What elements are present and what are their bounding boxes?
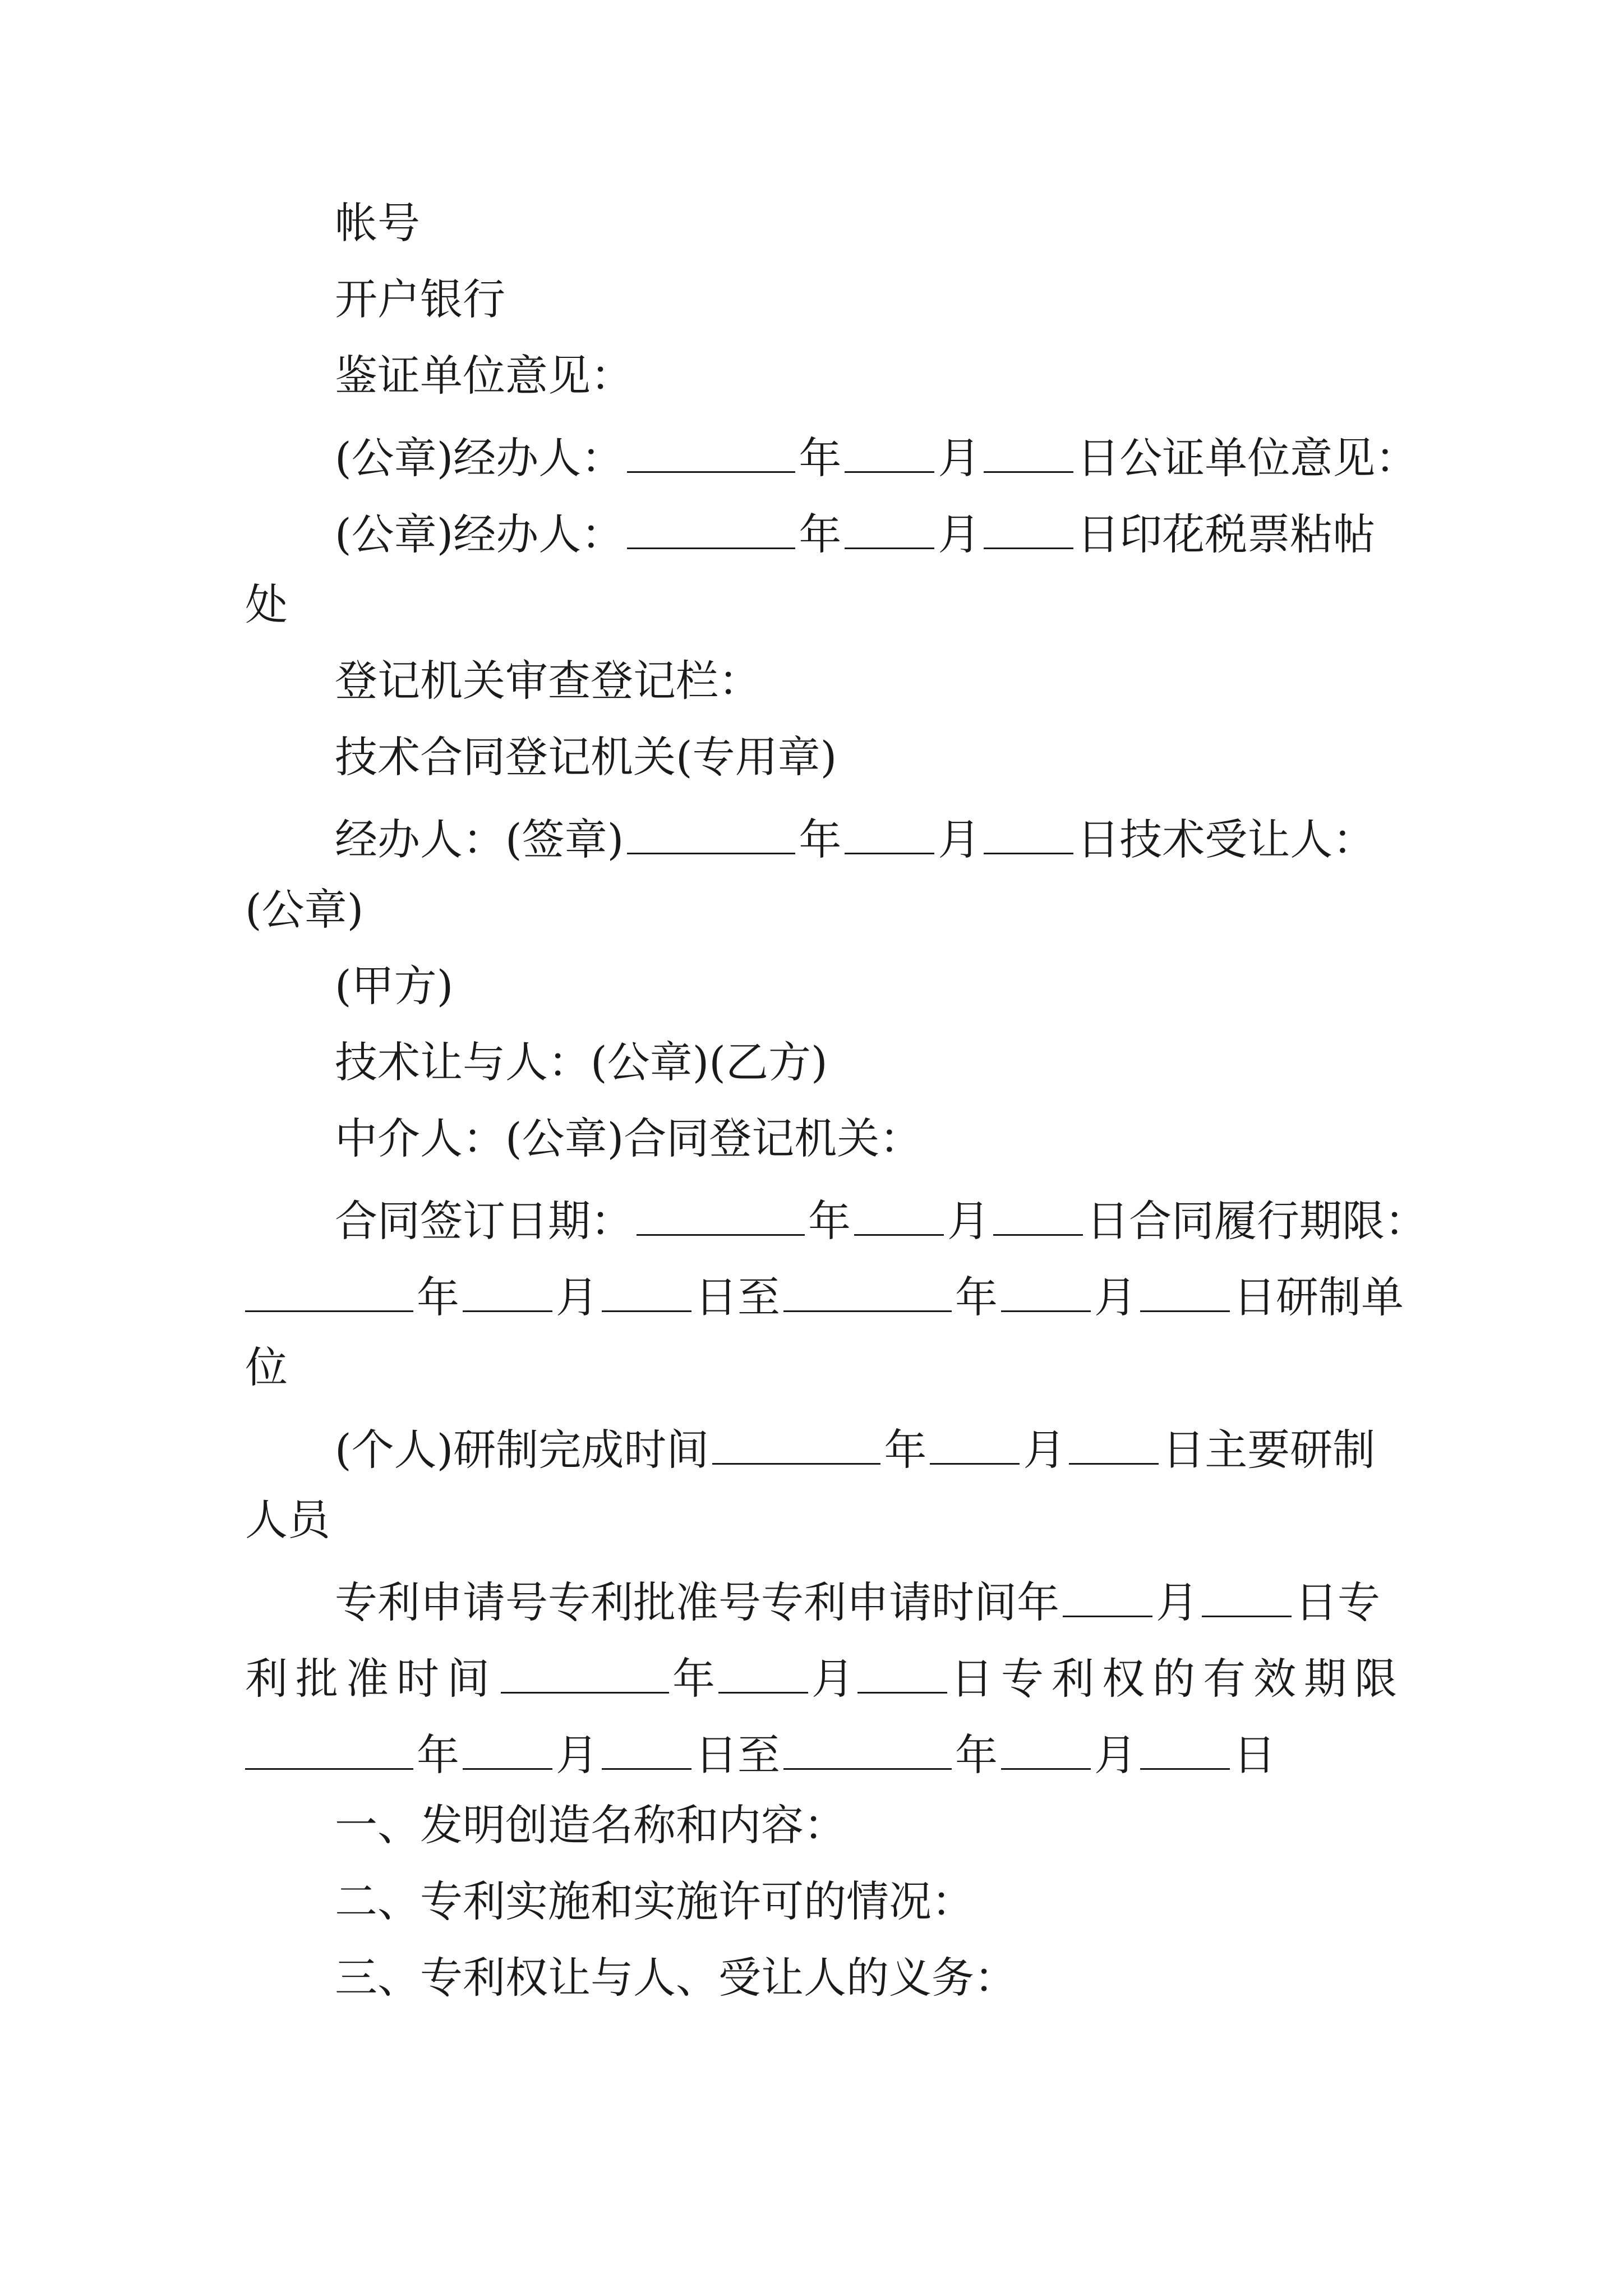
notary-opinion-label: 日公证单位意见： <box>1077 433 1418 484</box>
stamp-tax-continuation: 处 <box>245 579 288 629</box>
month-label: 月 <box>947 1196 990 1246</box>
day-to-label: 日至 <box>695 1730 780 1780</box>
main-developers-continuation: 人员 <box>245 1495 330 1545</box>
year-label: 年 <box>672 1654 715 1704</box>
year-label: 年 <box>417 1272 459 1323</box>
registration-signoff-line <box>335 812 1376 865</box>
year-blank <box>501 1651 669 1694</box>
approval-time-label: 利批准时间 <box>245 1654 497 1704</box>
developer-label: 日研制单 <box>1233 1272 1404 1323</box>
month-label: 月 <box>938 815 981 865</box>
transferor-line <box>335 1037 828 1087</box>
signing-date-label: 合同签订日期： <box>335 1196 633 1246</box>
appraisal-opinion-line <box>335 351 633 401</box>
day-blank <box>984 431 1073 473</box>
year-label: 年 <box>955 1272 998 1323</box>
section-1-line <box>335 1800 846 1850</box>
main-developers-label: 日主要研制 <box>1162 1425 1376 1475</box>
developer-continuation: 位 <box>245 1342 288 1392</box>
year-label: 年 <box>884 1425 927 1475</box>
month-label: 月 <box>811 1654 854 1704</box>
day-label: 日 <box>1233 1730 1276 1780</box>
day-blank <box>602 1728 691 1770</box>
party-a-line <box>335 961 454 1011</box>
day-to-label: 日至 <box>695 1272 780 1323</box>
month-blank <box>930 1423 1020 1465</box>
year-blank <box>627 812 795 854</box>
year-label: 年 <box>799 509 842 560</box>
year-label: 年 <box>799 815 842 865</box>
appraisal-opinion-label: 鉴证单位意见： <box>335 351 633 401</box>
day-blank <box>1140 1270 1230 1312</box>
year-blank <box>627 507 795 549</box>
month-label: 月 <box>556 1272 598 1323</box>
registration-review-label: 登记机关审查登记栏： <box>335 656 761 706</box>
month-label: 月 <box>1094 1272 1137 1323</box>
patent-approval-line <box>245 1651 1405 1704</box>
year-blank <box>783 1728 952 1770</box>
year-blank <box>712 1423 880 1465</box>
month-blank <box>845 812 934 854</box>
year-label: 年 <box>799 433 842 484</box>
year-label: 年 <box>955 1730 998 1780</box>
account-number-label: 帐号 <box>335 198 420 248</box>
patent-application-label: 专利申请号专利批准号专利申请时间年 <box>335 1577 1059 1628</box>
stamp-tax-label: 日印花税票粘帖 <box>1077 509 1376 560</box>
year-blank <box>637 1194 805 1236</box>
month-blank <box>1001 1728 1091 1770</box>
section-2-line <box>335 1876 974 1926</box>
day-blank <box>984 812 1073 854</box>
registration-authority-line <box>335 732 837 782</box>
transferee-label: 日技术受让人： <box>1077 815 1376 865</box>
appraisal-signoff-line <box>335 431 1418 484</box>
completion-time-line <box>335 1423 1376 1475</box>
performance-period-label: 日合同履行期限： <box>1086 1196 1427 1246</box>
month-label: 月 <box>556 1730 598 1780</box>
month-label: 月 <box>1023 1425 1066 1475</box>
month-blank <box>718 1651 808 1694</box>
section-2-heading: 二、专利实施和实施许可的情况： <box>335 1876 974 1926</box>
month-label: 月 <box>938 433 981 484</box>
day-blank <box>1140 1728 1230 1770</box>
transferee-seal-line <box>245 885 364 935</box>
year-label: 年 <box>808 1196 851 1246</box>
day-blank <box>857 1651 947 1694</box>
section-1-heading: 一、发明创造名称和内容： <box>335 1800 846 1850</box>
transferor-label: 技术让与人：(公章)(乙方) <box>335 1037 828 1087</box>
month-label: 月 <box>1156 1577 1198 1628</box>
month-blank <box>1001 1270 1091 1312</box>
signing-date-line <box>335 1194 1427 1246</box>
party-a-label: (甲方) <box>335 961 454 1011</box>
developer-continuation-line <box>245 1342 288 1392</box>
section-3-heading: 三、专利权让与人、受让人的义务： <box>335 1953 1017 2003</box>
bank-line <box>335 274 505 324</box>
account-number-line <box>335 198 420 248</box>
day-blank <box>1202 1575 1292 1617</box>
month-blank <box>463 1728 552 1770</box>
stamp-tax-continuation-line <box>245 579 288 629</box>
intermediary-label: 中介人：(公章)合同登记机关： <box>335 1114 923 1163</box>
month-label: 月 <box>938 509 981 560</box>
day-blank <box>602 1270 691 1312</box>
performance-period-line <box>245 1270 1404 1323</box>
year-blank <box>783 1270 952 1312</box>
completion-time-label: (个人)研制完成时间 <box>335 1425 709 1475</box>
month-blank <box>1063 1575 1152 1617</box>
seal-handler-label: (公章)经办人： <box>335 433 624 484</box>
day-blank <box>984 507 1073 549</box>
month-blank <box>463 1270 552 1312</box>
year-blank <box>245 1270 413 1312</box>
month-blank <box>854 1194 944 1236</box>
notary-signoff-line <box>335 507 1376 560</box>
validity-period-label: 日专利权的有效期限 <box>951 1654 1405 1704</box>
registration-authority-label: 技术合同登记机关(专用章) <box>335 732 837 782</box>
intermediary-line <box>335 1114 923 1163</box>
year-blank <box>627 431 795 473</box>
handler-signature-label: 经办人：(签章) <box>335 815 624 865</box>
year-blank <box>245 1728 413 1770</box>
year-label: 年 <box>417 1730 459 1780</box>
month-blank <box>845 431 934 473</box>
main-developers-continuation-line <box>245 1495 330 1545</box>
registration-review-line <box>335 656 761 706</box>
section-3-line <box>335 1953 1017 2003</box>
day-blank <box>1069 1423 1159 1465</box>
validity-period-line <box>245 1728 1276 1780</box>
bank-label: 开户银行 <box>335 274 505 324</box>
transferee-seal: (公章) <box>245 885 364 935</box>
patent-application-line <box>335 1575 1380 1628</box>
month-blank <box>845 507 934 549</box>
day-blank <box>993 1194 1083 1236</box>
seal-handler-label: (公章)经办人： <box>335 509 624 560</box>
patent-approval-label: 日专 <box>1295 1577 1380 1628</box>
month-label: 月 <box>1094 1730 1137 1780</box>
